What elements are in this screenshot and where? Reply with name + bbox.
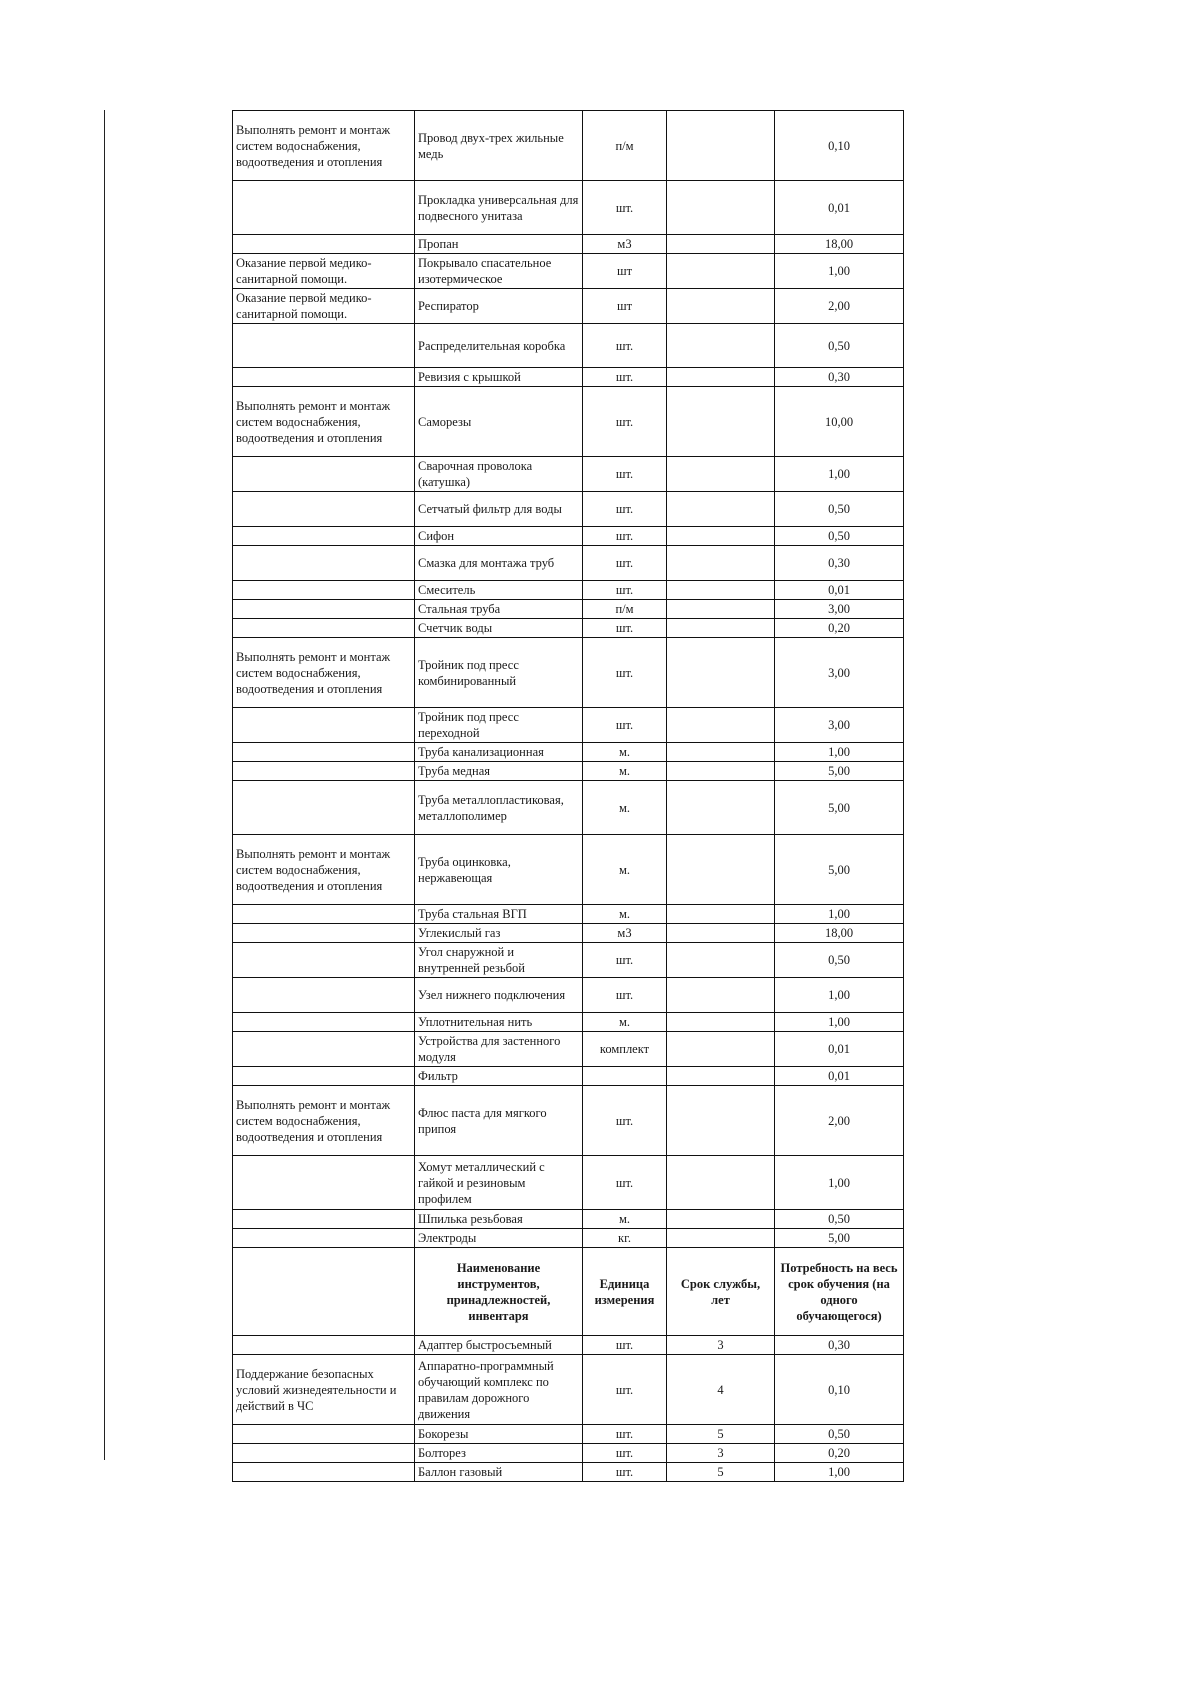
item-name-cell: Сетчатый фильтр для воды (415, 492, 583, 527)
service-life-cell (667, 905, 775, 924)
service-life-cell (667, 581, 775, 600)
requirement-cell: 0,20 (775, 1444, 904, 1463)
requirement-cell: 0,30 (775, 546, 904, 581)
service-life-cell: 3 (667, 1336, 775, 1355)
service-life-cell: 5 (667, 1425, 775, 1444)
item-name-cell: Угол снаружной и внутренней резьбой (415, 943, 583, 978)
competency-cell: Выполнять ремонт и монтаж систем водоснабжения, водоотведения и отопления (233, 638, 415, 708)
unit-cell: м3 (583, 924, 667, 943)
item-name-cell: Хомут металлический с гайкой и резиновым профилем (415, 1156, 583, 1210)
unit-cell: шт. (583, 1444, 667, 1463)
table-row (233, 289, 904, 324)
table-row (233, 1444, 904, 1463)
requirement-cell: 1,00 (775, 1463, 904, 1482)
table-row (233, 1067, 904, 1086)
competency-cell (233, 708, 415, 743)
competency-cell (233, 1210, 415, 1229)
item-name-cell: Прокладка универсальная для подвесного унитаза (415, 181, 583, 235)
competency-cell: Оказание первой медико-санитарной помощи. (233, 254, 415, 289)
unit-cell: шт. (583, 527, 667, 546)
requirement-cell: 1,00 (775, 743, 904, 762)
item-name-cell: Респиратор (415, 289, 583, 324)
unit-cell: шт. (583, 1336, 667, 1355)
service-life-cell (667, 924, 775, 943)
item-name-cell: Аппаратно-программный обучающий комплекс по правилам дорожного движения (415, 1355, 583, 1425)
competency-cell (233, 1067, 415, 1086)
table-header-row (233, 1248, 904, 1336)
unit-cell: шт. (583, 1463, 667, 1482)
requirement-cell: 0,01 (775, 1032, 904, 1067)
competency-cell: Выполнять ремонт и монтаж систем водоснабжения, водоотведения и отопления (233, 387, 415, 457)
table-row (233, 835, 904, 905)
requirement-cell: 3,00 (775, 638, 904, 708)
table-row (233, 1156, 904, 1210)
item-name-cell: Покрывало спасательное изотермическое (415, 254, 583, 289)
requirement-cell: 0,50 (775, 1425, 904, 1444)
table-row (233, 1463, 904, 1482)
table-row (233, 581, 904, 600)
competency-cell (233, 1463, 415, 1482)
table-row (233, 600, 904, 619)
unit-cell: м. (583, 905, 667, 924)
unit-cell: шт. (583, 581, 667, 600)
page-margin-line (104, 110, 105, 1460)
competency-cell (233, 781, 415, 835)
unit-cell: шт. (583, 1355, 667, 1425)
service-life-cell (667, 708, 775, 743)
requirement-cell: 1,00 (775, 1156, 904, 1210)
item-name-cell: Адаптер быстросъемный (415, 1336, 583, 1355)
table-row (233, 1425, 904, 1444)
table-row (233, 254, 904, 289)
unit-cell: комплект (583, 1032, 667, 1067)
service-life-cell (667, 527, 775, 546)
service-life-cell (667, 387, 775, 457)
service-life-cell (667, 743, 775, 762)
item-name-cell: Труба металлопластиковая, металлополимер (415, 781, 583, 835)
item-name-cell: Сварочная проволока (катушка) (415, 457, 583, 492)
unit-cell: шт. (583, 492, 667, 527)
requirement-cell: 5,00 (775, 762, 904, 781)
item-name-cell: Углекислый газ (415, 924, 583, 943)
service-life-cell (667, 1229, 775, 1248)
service-life-cell (667, 781, 775, 835)
competency-cell (233, 600, 415, 619)
item-name-cell: Труба стальная ВГП (415, 905, 583, 924)
competency-cell (233, 457, 415, 492)
service-life-cell: Срок службы, лет (667, 1248, 775, 1336)
service-life-cell (667, 254, 775, 289)
table-row (233, 905, 904, 924)
unit-cell: м. (583, 743, 667, 762)
competency-cell (233, 1032, 415, 1067)
requirement-cell: 1,00 (775, 254, 904, 289)
service-life-cell (667, 638, 775, 708)
table-row (233, 1086, 904, 1156)
requirement-cell: 0,10 (775, 1355, 904, 1425)
competency-cell (233, 1336, 415, 1355)
item-name-cell: Электроды (415, 1229, 583, 1248)
item-name-cell: Труба медная (415, 762, 583, 781)
unit-cell: м. (583, 1013, 667, 1032)
table-row (233, 638, 904, 708)
service-life-cell (667, 324, 775, 368)
item-name-cell: Ревизия с крышкой (415, 368, 583, 387)
unit-cell: шт. (583, 619, 667, 638)
requirement-cell: 0,50 (775, 527, 904, 546)
service-life-cell (667, 546, 775, 581)
unit-cell: шт. (583, 181, 667, 235)
item-name-cell: Распределительная коробка (415, 324, 583, 368)
service-life-cell (667, 978, 775, 1013)
item-name-cell: Шпилька резьбовая (415, 1210, 583, 1229)
service-life-cell (667, 1086, 775, 1156)
table-row (233, 743, 904, 762)
table-row (233, 368, 904, 387)
item-name-cell: Баллон газовый (415, 1463, 583, 1482)
table-row (233, 1210, 904, 1229)
service-life-cell (667, 492, 775, 527)
competency-cell (233, 181, 415, 235)
competency-cell: Выполнять ремонт и монтаж систем водоснабжения, водоотведения и отопления (233, 835, 415, 905)
table-row (233, 457, 904, 492)
service-life-cell (667, 600, 775, 619)
competency-cell (233, 1013, 415, 1032)
service-life-cell (667, 1156, 775, 1210)
requirement-cell: 5,00 (775, 1229, 904, 1248)
service-life-cell (667, 289, 775, 324)
table-row (233, 1355, 904, 1425)
competency-cell: Поддержание безопасных условий жизнедеятельности и действий в ЧС (233, 1355, 415, 1425)
requirement-cell: 3,00 (775, 600, 904, 619)
service-life-cell (667, 943, 775, 978)
requirement-cell: 0,20 (775, 619, 904, 638)
requirement-cell: 0,30 (775, 368, 904, 387)
requirement-cell: 2,00 (775, 1086, 904, 1156)
requirement-cell: 0,50 (775, 492, 904, 527)
item-name-cell: Счетчик воды (415, 619, 583, 638)
table-row (233, 762, 904, 781)
requirement-cell: 0,50 (775, 943, 904, 978)
unit-cell: шт. (583, 943, 667, 978)
service-life-cell (667, 619, 775, 638)
unit-cell: шт. (583, 1086, 667, 1156)
unit-cell: п/м (583, 600, 667, 619)
unit-cell: м3 (583, 235, 667, 254)
requirement-cell: 10,00 (775, 387, 904, 457)
table-row (233, 1336, 904, 1355)
item-name-cell: Уплотнительная нить (415, 1013, 583, 1032)
table-row (233, 924, 904, 943)
item-name-cell: Стальная труба (415, 600, 583, 619)
service-life-cell (667, 181, 775, 235)
service-life-cell (667, 835, 775, 905)
service-life-cell (667, 1013, 775, 1032)
requirement-cell: 5,00 (775, 835, 904, 905)
unit-cell (583, 1067, 667, 1086)
unit-cell: м. (583, 1210, 667, 1229)
service-life-cell: 3 (667, 1444, 775, 1463)
competency-cell: Оказание первой медико-санитарной помощи. (233, 289, 415, 324)
competency-cell (233, 743, 415, 762)
service-life-cell (667, 1067, 775, 1086)
item-name-cell: Флюс паста для мягкого припоя (415, 1086, 583, 1156)
competency-cell (233, 1248, 415, 1336)
competency-cell (233, 1229, 415, 1248)
table-row (233, 619, 904, 638)
competency-cell (233, 324, 415, 368)
service-life-cell (667, 1210, 775, 1229)
service-life-cell (667, 235, 775, 254)
requirement-cell: 0,30 (775, 1336, 904, 1355)
service-life-cell (667, 111, 775, 181)
table-row (233, 546, 904, 581)
service-life-cell (667, 457, 775, 492)
table-row (233, 324, 904, 368)
item-name-cell: Фильтр (415, 1067, 583, 1086)
requirement-cell: 0,50 (775, 324, 904, 368)
service-life-cell: 4 (667, 1355, 775, 1425)
competency-cell (233, 619, 415, 638)
service-life-cell: 5 (667, 1463, 775, 1482)
table-row (233, 527, 904, 546)
item-name-cell: Смеситель (415, 581, 583, 600)
table-row (233, 708, 904, 743)
table-row (233, 387, 904, 457)
table-row (233, 1013, 904, 1032)
requirement-cell: 0,01 (775, 1067, 904, 1086)
unit-cell: шт. (583, 546, 667, 581)
unit-cell: шт. (583, 978, 667, 1013)
requirement-cell: 0,01 (775, 581, 904, 600)
table-row (233, 181, 904, 235)
unit-cell: шт. (583, 1156, 667, 1210)
table-row (233, 781, 904, 835)
item-name-cell: Сифон (415, 527, 583, 546)
unit-cell: Единица измерения (583, 1248, 667, 1336)
unit-cell: шт. (583, 708, 667, 743)
table-row (233, 235, 904, 254)
item-name-cell: Саморезы (415, 387, 583, 457)
competency-cell (233, 581, 415, 600)
item-name-cell: Устройства для застенного модуля (415, 1032, 583, 1067)
item-name-cell: Труба оцинковка, нержавеющая (415, 835, 583, 905)
requirement-cell: 0,50 (775, 1210, 904, 1229)
unit-cell: м. (583, 781, 667, 835)
unit-cell: м. (583, 762, 667, 781)
competency-cell (233, 978, 415, 1013)
table-row (233, 492, 904, 527)
competency-cell (233, 492, 415, 527)
table-row (233, 111, 904, 181)
competency-cell (233, 1156, 415, 1210)
requirement-cell: 1,00 (775, 978, 904, 1013)
competency-cell (233, 1425, 415, 1444)
requirement-cell: 0,01 (775, 181, 904, 235)
competency-cell (233, 235, 415, 254)
unit-cell: м. (583, 835, 667, 905)
unit-cell: шт. (583, 1425, 667, 1444)
competency-cell: Выполнять ремонт и монтаж систем водоснабжения, водоотведения и отопления (233, 1086, 415, 1156)
unit-cell: шт. (583, 324, 667, 368)
competency-cell (233, 527, 415, 546)
table-row (233, 978, 904, 1013)
item-name-cell: Узел нижнего подключения (415, 978, 583, 1013)
requirement-cell: 1,00 (775, 457, 904, 492)
competency-cell (233, 1444, 415, 1463)
requirement-cell: 0,10 (775, 111, 904, 181)
table-row (233, 1032, 904, 1067)
unit-cell: шт (583, 254, 667, 289)
competency-cell (233, 368, 415, 387)
requirement-cell: 3,00 (775, 708, 904, 743)
item-name-cell: Смазка для монтажа труб (415, 546, 583, 581)
table-row (233, 943, 904, 978)
requirement-cell: 2,00 (775, 289, 904, 324)
competency-cell (233, 762, 415, 781)
requirement-cell: 18,00 (775, 924, 904, 943)
competency-cell (233, 943, 415, 978)
unit-cell: шт. (583, 387, 667, 457)
competency-cell (233, 905, 415, 924)
service-life-cell (667, 762, 775, 781)
item-name-cell: Болторез (415, 1444, 583, 1463)
item-name-cell: Тройник под пресс комбинированный (415, 638, 583, 708)
requirement-cell: 1,00 (775, 905, 904, 924)
materials-table (232, 110, 904, 1482)
item-name-cell: Бокорезы (415, 1425, 583, 1444)
service-life-cell (667, 368, 775, 387)
service-life-cell (667, 1032, 775, 1067)
unit-cell: шт (583, 289, 667, 324)
requirement-cell: 18,00 (775, 235, 904, 254)
requirement-cell: 5,00 (775, 781, 904, 835)
competency-cell (233, 546, 415, 581)
item-name-cell: Наименование инструментов, принадлежностей, инвентаря (415, 1248, 583, 1336)
unit-cell: п/м (583, 111, 667, 181)
requirement-cell: Потребность на весь срок обучения (на одного обучающегося) (775, 1248, 904, 1336)
table-row (233, 1229, 904, 1248)
item-name-cell: Провод двух-трех жильные медь (415, 111, 583, 181)
item-name-cell: Труба канализационная (415, 743, 583, 762)
item-name-cell: Тройник под пресс переходной (415, 708, 583, 743)
unit-cell: кг. (583, 1229, 667, 1248)
competency-cell: Выполнять ремонт и монтаж систем водоснабжения, водоотведения и отопления (233, 111, 415, 181)
competency-cell (233, 924, 415, 943)
unit-cell: шт. (583, 368, 667, 387)
unit-cell: шт. (583, 638, 667, 708)
unit-cell: шт. (583, 457, 667, 492)
item-name-cell: Пропан (415, 235, 583, 254)
requirement-cell: 1,00 (775, 1013, 904, 1032)
